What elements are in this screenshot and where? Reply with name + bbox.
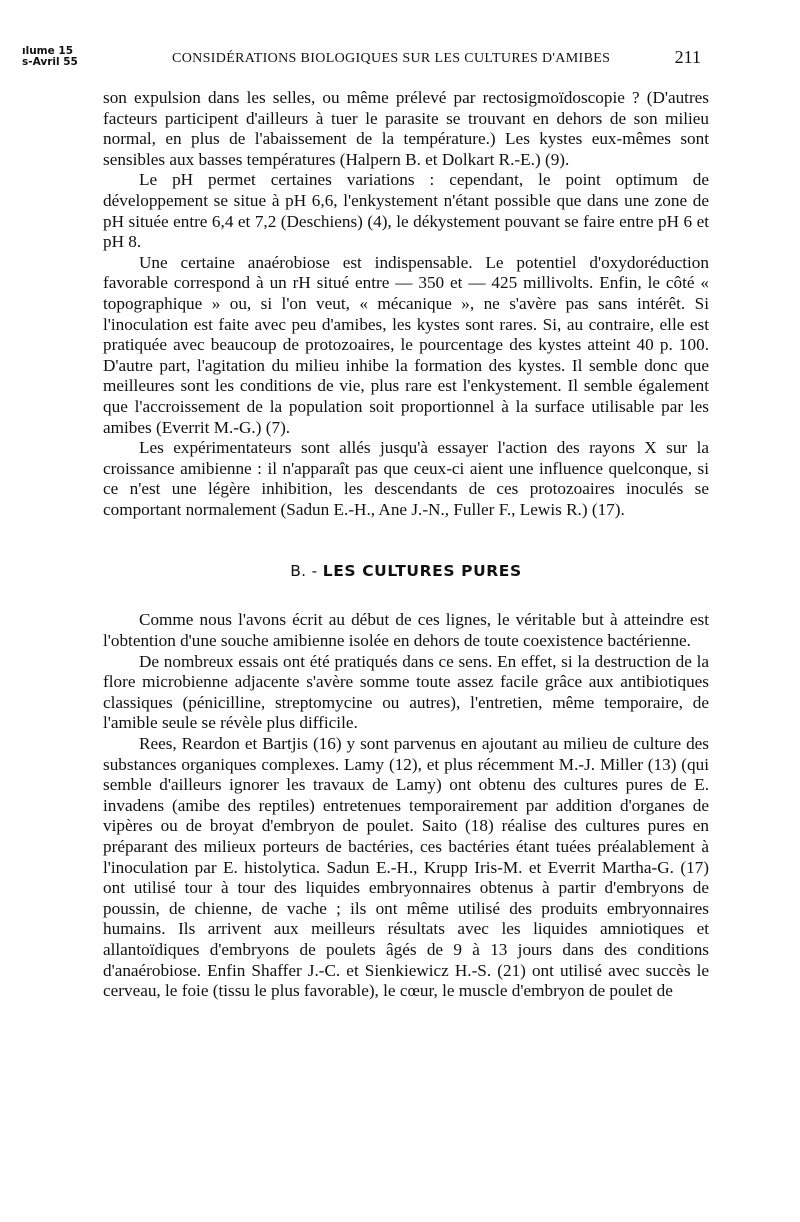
- section-heading: [103, 562, 709, 580]
- paragraph-anaerobiose: Une certaine anaérobiose est indispensable. Le potentiel d'oxydoréduction favorable correspond à un rH situé entre — 350 et — 425 millivolts. Enfin, le côté « topographique » ou, si l'on veut, « mécanique », ne s'avère pas sans intérêt. Si l'inoculation est faite avec peu d'amibes, les kystes sont rares. Si, au contraire, elle est pratiquée avec beaucoup de protozoaires, le pourcentage des kystes atteint 40 p. 100. D'autre part, l'agitation du milieu inhibe la formation des kystes. Il semble donc que meilleures sont les conditions de vie, plus rare est l'enkystement. Il semble également que l'accroissement de la population soit proportionnel à la surface utilisable par les amibes (Everrit M.-G.) (7).: [103, 252, 709, 437]
- paragraph-but: Comme nous l'avons écrit au début de ces lignes, le véritable but à atteindre est l'obtention d'une souche amibienne isolée en dehors de toute coexistence bactérienne.: [103, 610, 709, 651]
- paragraph-essais: De nombreux essais ont été pratiqués dans ce sens. En effet, si la destruction de la flore microbienne adjacente s'avère somme toute assez facile grâce aux antibiotiques classiques (pénicilline, streptomycine ou autres), l'entretien, même temporaire, de l'amible seule se révèle plus difficile.: [103, 651, 709, 733]
- section-title: LES CULTURES PURES: [322, 562, 522, 581]
- running-title: CONSIDÉRATIONS BIOLOGIQUES SUR LES CULTURES D'AMIBES: [172, 51, 611, 66]
- page-number: 211: [674, 47, 701, 67]
- paragraph-rayons-x: Les expérimentateurs sont allés jusqu'à essayer l'action des rayons X sur la croissance amibienne : il n'apparaît pas que ceux-ci aient une influence quelconque, si ce n'est une légère inhibition, les descendants de ces protozoaires inoculés se comportant normalement (Sadun E.-H., Ane J.-N., Fuller F., Lewis R.) (17).: [103, 438, 709, 519]
- issue-date-line: s-Avril 55: [22, 56, 78, 68]
- paragraph-expulsion: son expulsion dans les selles, ou même prélevé par rectosigmoïdoscopie ? (D'autres facteurs participent d'ailleurs à tuer le parasite se trouvant en dehors de son milieu normal, en plus de l'abaissement de la température.) Les kystes eux-mêmes sont sensibles aux basses températures (Halpern B. et Dolkart R.-E.) (9).: [103, 88, 709, 169]
- section-prefix: B. -: [290, 562, 323, 581]
- paragraph-travaux: Rees, Reardon et Bartjis (16) y sont parvenus en ajoutant au milieu de culture des substances organiques complexes. Lamy (12), et plus récemment M.-J. Miller (13) (qui semble d'ailleurs ignorer les travaux de Lamy) ont obtenu des cultures pures de E. invadens (amibe des reptiles) entretenues temporairement par addition d'organes de vipères ou de broyat d'embryon de poulet. Saito (18) réalise des cultures pures en préparant des milieux porteurs de bactéries, ces bactéries étant tuées préalablement à l'inoculation par E. histolytica. Sadun E.-H., Krupp Iris-M. et Everrit Martha-G. (17) ont utilisé tour à tour des liquides embryonnaires obtenus à partir d'embryons de poussin, de chienne, de vache ; ils ont même utilisé des produits embryonnaires humains. Ils arrivent aux meilleurs résultats avec les liquides amniotiques et allantoïdiques d'embryons de poulets âgés de 9 à 13 jours dans des conditions d'anaérobiose. Enfin Shaffer J.-C. et Sienkiewicz H.-S. (21) ont utilisé avec succès le cerveau, le foie (tissu le plus favorable), le cœur, le muscle d'embryon de poulet de: [103, 734, 709, 1001]
- text-column: [103, 88, 709, 1002]
- volume-issue-label: [22, 46, 78, 68]
- volume-line: ılume 15: [22, 45, 74, 57]
- paragraph-ph: Le pH permet certaines variations : cependant, le point optimum de développement se situe à pH 6,6, l'enkystement n'étant possible que dans une zone de pH située entre 6,4 et 7,2 (Deschiens) (4), le dékystement pouvant se faire entre pH 6 et pH 8.: [103, 170, 709, 252]
- running-header: [0, 46, 800, 86]
